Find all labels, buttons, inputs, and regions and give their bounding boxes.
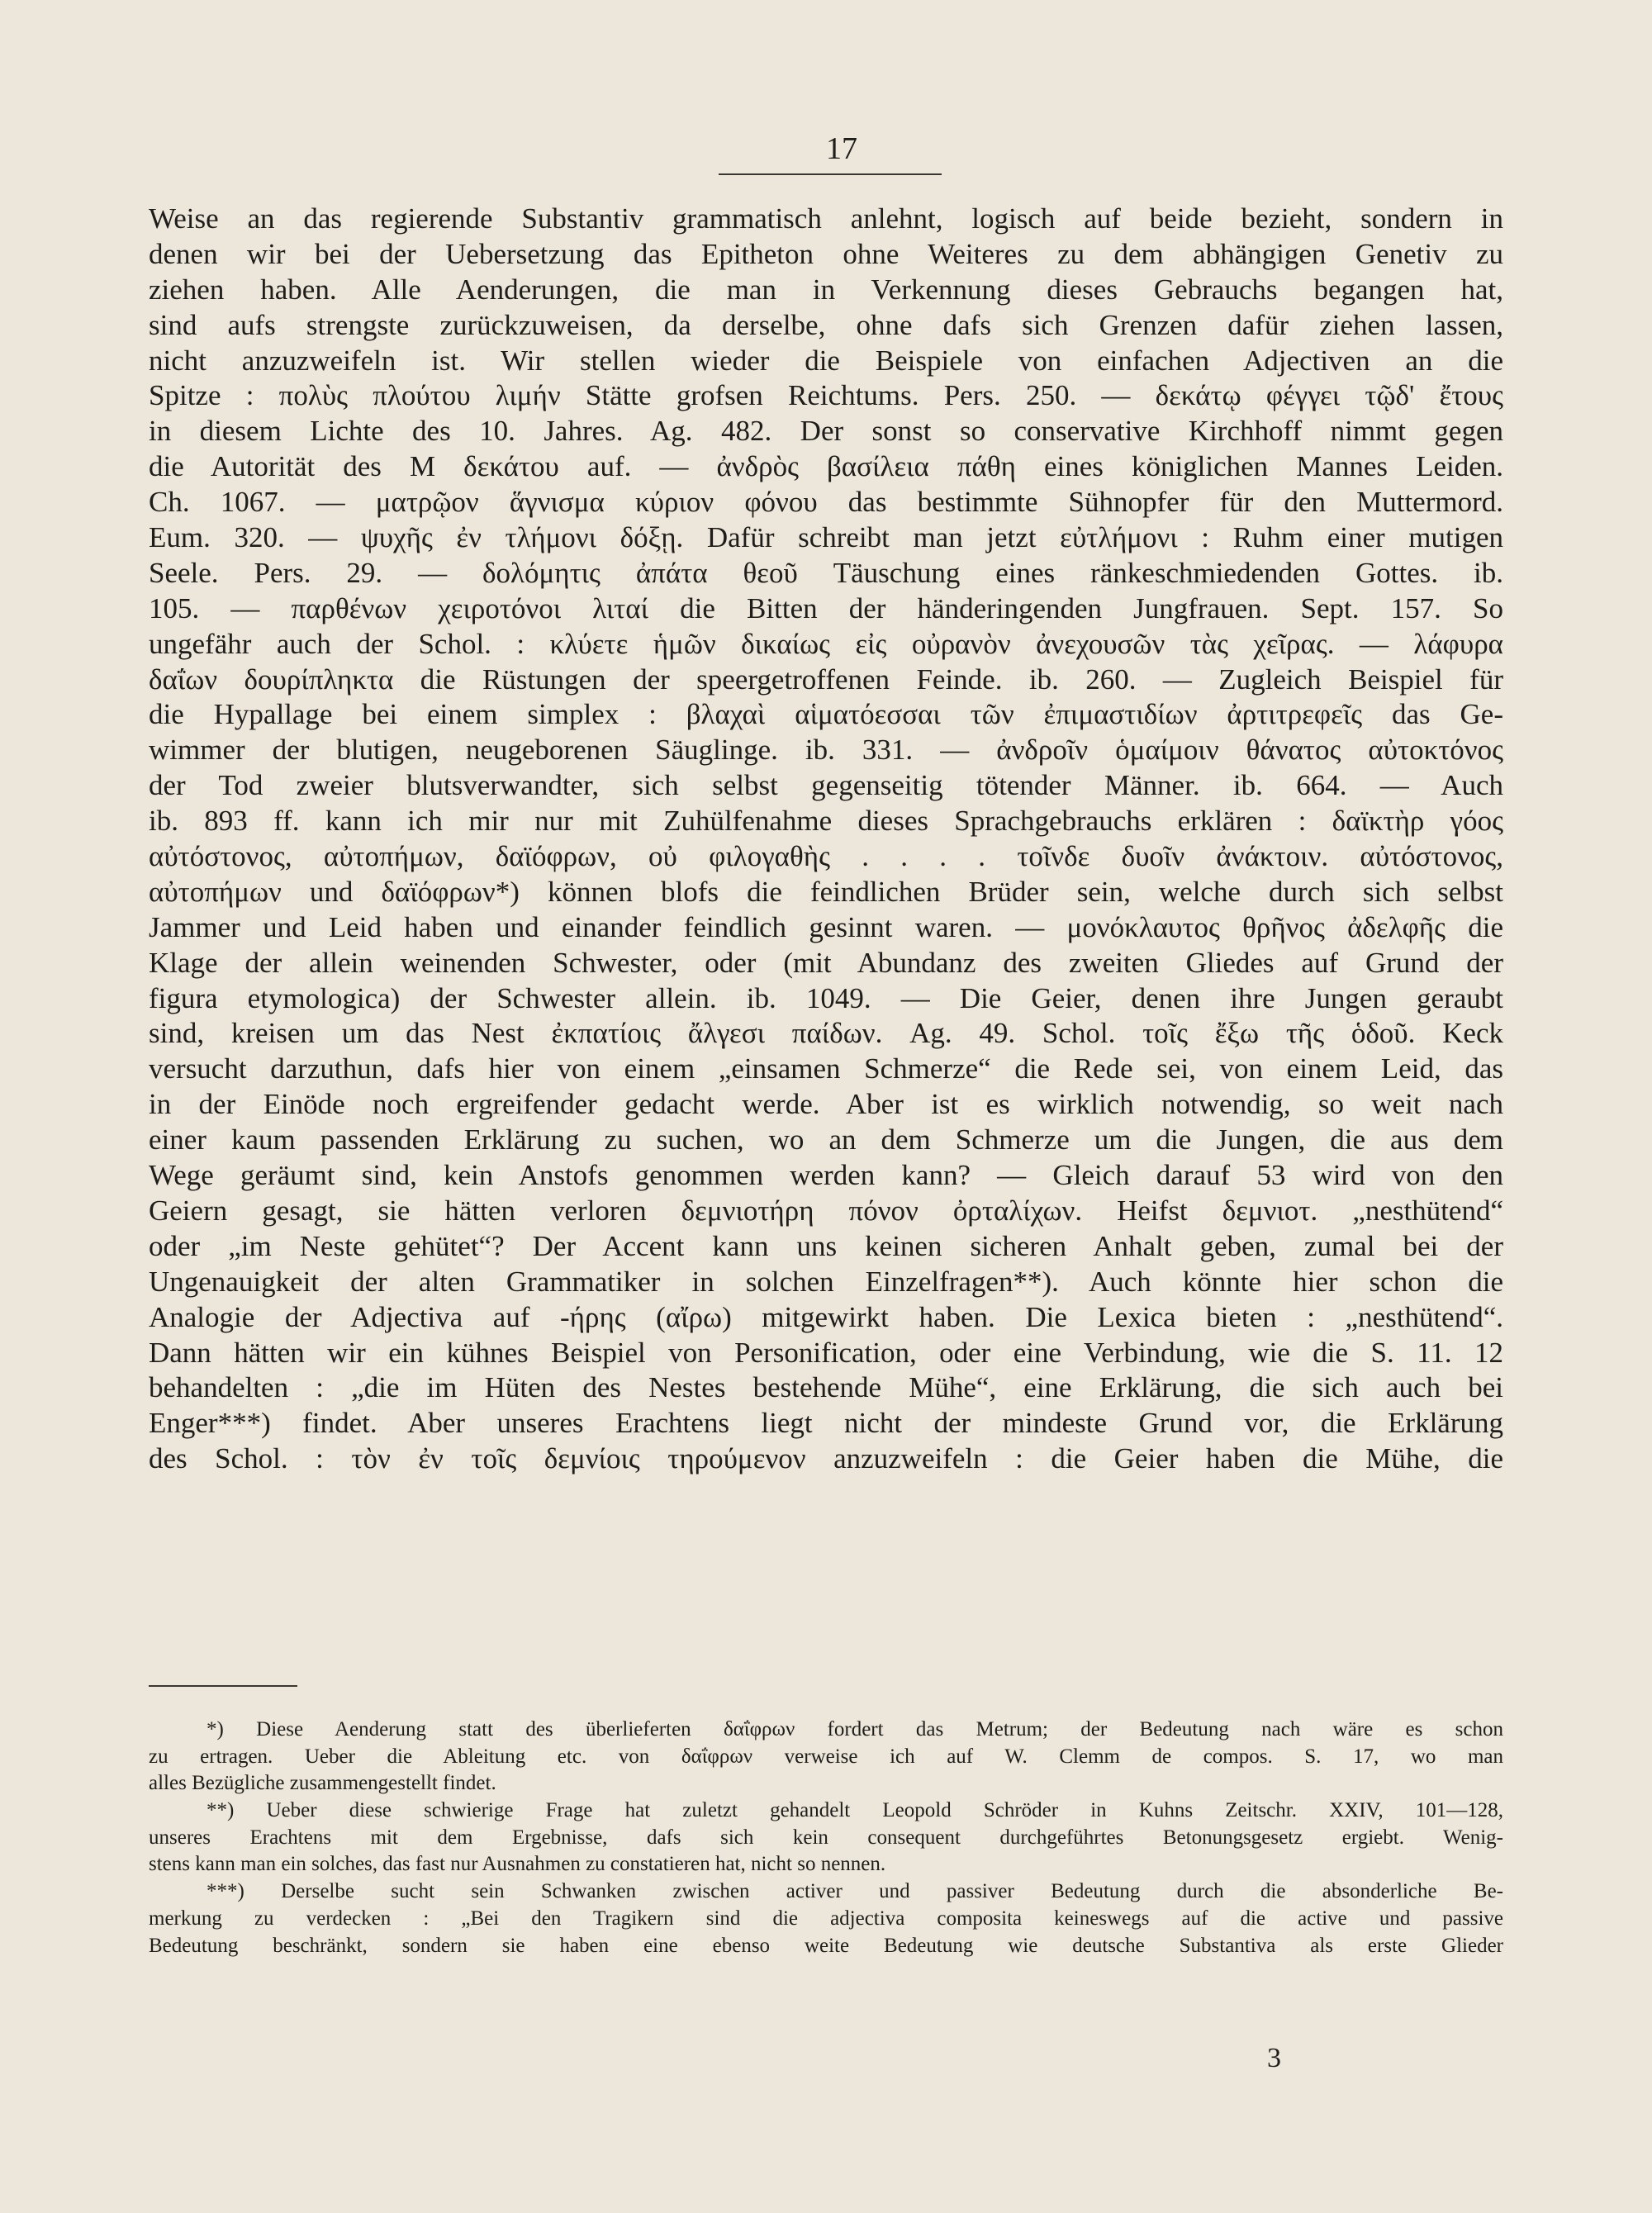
body-line: Klage der allein weinenden Schwester, oder (mit Abundanz des zweiten Gliedes auf Grund der bbox=[149, 946, 1503, 979]
body-line: Weise an das regierende Substantiv grammatisch anlehnt, logisch auf beide bezieht, sondern in bbox=[149, 202, 1503, 235]
body-text bbox=[149, 202, 1503, 1477]
body-line: die Autorität des M δεκάτου auf. — ἀνδρὸς βασίλεια πάθη eines königlichen Mannes Leiden. bbox=[149, 450, 1503, 483]
footnote-line: merkung zu verdecken : „Bei den Tragikern sind die adjectiva composita keineswegs auf die active und passive bbox=[149, 1907, 1503, 1930]
footnote-line: Bedeutung beschränkt, sondern sie haben eine ebenso weite Bedeutung wie deutsche Substantiva als erste Glieder bbox=[149, 1934, 1503, 1957]
body-line: Geiern gesagt, sie hätten verloren δεμνιοτήρη πόνον ὀρταλίχων. Heifst δεμνιοτ. „nesthütend“ bbox=[149, 1194, 1503, 1227]
body-line: oder „im Neste gehütet“? Der Accent kann uns keinen sicheren Anhalt geben, zumal bei der bbox=[149, 1229, 1503, 1262]
body-line: 105. — παρθένων χειροτόνοι λιταί die Bitten der händeringenden Jungfrauen. Sept. 157. So bbox=[149, 591, 1503, 624]
body-line: nicht anzuzweifeln ist. Wir stellen wieder die Beispiele von einfachen Adjectiven an die bbox=[149, 344, 1503, 377]
body-line: versucht darzuthun, dafs hier von einem „einsamen Schmerze“ die Rede sei, von einem Leid, das bbox=[149, 1052, 1503, 1085]
page-number: 17 bbox=[826, 131, 857, 166]
body-line: einer kaum passenden Erklärung zu suchen, wo an dem Schmerze um die Jungen, die aus dem bbox=[149, 1123, 1503, 1156]
body-line: wimmer der blutigen, neugeborenen Säuglinge. ib. 331. — ἀνδροῖν ὁμαίμοιν θάνατος αὐτοκτόνος bbox=[149, 734, 1503, 767]
footnote-line: *) Diese Aenderung statt des überlieferten δαΐφρων fordert das Metrum; der Bedeutung nach wäre es schon bbox=[206, 1718, 1503, 1740]
body-line: Dann hätten wir ein kühnes Beispiel von Personification, oder eine Verbindung, wie die S. 11. 12 bbox=[149, 1336, 1503, 1369]
body-line: Jammer und Leid haben und einander feindlich gesinnt waren. — μονόκλαυτος θρῆνος ἀδελφῆς die bbox=[149, 910, 1503, 943]
footnote-line: **) Ueber diese schwierige Frage hat zuletzt gehandelt Leopold Schröder in Kuhns Zeitschr. XXIV, 101—128, bbox=[206, 1799, 1503, 1822]
body-line: in der Einöde noch ergreifender gedacht werde. Aber ist es wirklich notwendig, so weit nach bbox=[149, 1088, 1503, 1121]
body-line: denen wir bei der Uebersetzung das Epitheton ohne Weiteres zu dem abhängigen Genetiv zu bbox=[149, 237, 1503, 270]
body-line: figura etymologica) der Schwester allein. ib. 1049. — Die Geier, denen ihre Jungen geraubt bbox=[149, 981, 1503, 1014]
footnote-line: zu ertragen. Ueber die Ableitung etc. von δαΐφρων verweise ich auf W. Clemm de compos. S. 17, wo man bbox=[149, 1745, 1503, 1768]
body-line: Wege geräumt sind, kein Anstofs genommen werden kann? — Gleich darauf 53 wird von den bbox=[149, 1159, 1503, 1192]
footnote-line: stens kann man ein solches, das fast nur Ausnahmen zu constatieren hat, nicht so nennen. bbox=[149, 1853, 886, 1876]
body-line: der Tod zweier blutsverwandter, sich selbst gegenseitig tötender Männer. ib. 664. — Auch bbox=[149, 769, 1503, 802]
footnote-line: alles Bezügliche zusammengestellt findet. bbox=[149, 1772, 496, 1795]
footnotes bbox=[149, 1717, 1503, 1959]
footnote-rule bbox=[149, 1685, 297, 1687]
body-line: Eum. 320. — ψυχῆς ἐν τλήμονι δόξῃ. Dafür schreibt man jetzt εὐτλήμονι : Ruhm einer mutigen bbox=[149, 521, 1503, 554]
body-line: Ungenauigkeit der alten Grammatiker in solchen Einzelfragen**). Auch könnte hier schon die bbox=[149, 1265, 1503, 1298]
body-line: αὐτοπήμων und δαϊόφρων*) können blofs die feindlichen Brüder sein, welche durch sich selbst bbox=[149, 875, 1503, 908]
body-line: des Schol. : τὸν ἐν τοῖς δεμνίοις τηρούμενον anzuzweifeln : die Geier haben die Mühe, die bbox=[149, 1442, 1503, 1475]
body-line: αὐτόστονος, αὐτοπήμων, δαϊόφρων, οὐ φιλογαθὴς . . . . τοῖνδε δυοῖν ἀνάκτοιν. αὐτόστονος, bbox=[149, 840, 1503, 873]
footnote-line: ***) Derselbe sucht sein Schwanken zwischen activer und passiver Bedeutung durch die absonderliche Be- bbox=[206, 1880, 1503, 1903]
body-line: ungefähr auch der Schol. : κλύετε ἡμῶν δικαίως εἰς οὐρανὸν ἀνεχουσῶν τὰς χεῖρας. — λάφυρα bbox=[149, 627, 1503, 660]
header-rule bbox=[719, 173, 942, 175]
body-line: Seele. Pers. 29. — δολόμητις ἀπάτα θεοῦ Täuschung eines ränkeschmiedenden Gottes. ib. bbox=[149, 556, 1503, 589]
footnote-line: unseres Erachtens mit dem Ergebnisse, dafs sich kein consequent durchgeführtes Betonungsgesetz ergiebt. Wenig- bbox=[149, 1826, 1503, 1849]
body-line: behandelten : „die im Hüten des Nestes bestehende Mühe“, eine Erklärung, die sich auch bei bbox=[149, 1371, 1503, 1404]
body-line: sind, kreisen um das Nest ἐκπατίοις ἄλγεσι παίδων. Ag. 49. Schol. τοῖς ἔξω τῆς ὁδοῦ. Keck bbox=[149, 1017, 1503, 1050]
body-line: ib. 893 ff. kann ich mir nur mit Zuhülfenahme dieses Sprachgebrauchs erklären : δαϊκτὴρ γόος bbox=[149, 805, 1503, 838]
signature-mark: 3 bbox=[1267, 2043, 1281, 2073]
body-line: Spitze : πολὺς πλούτου λιμήν Stätte grofsen Reichtums. Pers. 250. — δεκάτῳ φέγγει τῷδ' ἔτους bbox=[149, 379, 1503, 412]
body-line: Ch. 1067. — ματρῷον ἅγνισμα κύριον φόνου das bestimmte Sühnopfer für den Muttermord. bbox=[149, 486, 1503, 519]
body-line: in diesem Lichte des 10. Jahres. Ag. 482. Der sonst so conservative Kirchhoff nimmt gegen bbox=[149, 415, 1503, 448]
body-line: Analogie der Adjectiva auf -ήρης (αἴρω) mitgewirkt haben. Die Lexica bieten : „nesthütend“. bbox=[149, 1300, 1503, 1333]
body-line: die Hypallage bei einem simplex : βλαχαὶ αἱματόεσσαι τῶν ἐπιμαστιδίων ἀρτιτρεφεῖς das Ge- bbox=[149, 698, 1503, 731]
body-line: ziehen haben. Alle Aenderungen, die man in Verkennung dieses Gebrauchs begangen hat, bbox=[149, 273, 1503, 306]
body-line: δαΐων δουρίπληκτα die Rüstungen der speergetroffenen Feinde. ib. 260. — Zugleich Beispiel für bbox=[149, 662, 1503, 696]
body-line: sind aufs strengste zurückzuweisen, da derselbe, ohne dafs sich Grenzen dafür ziehen lassen, bbox=[149, 308, 1503, 341]
body-line: Enger***) findet. Aber unseres Erachtens liegt nicht der mindeste Grund vor, die Erklärung bbox=[149, 1407, 1503, 1440]
